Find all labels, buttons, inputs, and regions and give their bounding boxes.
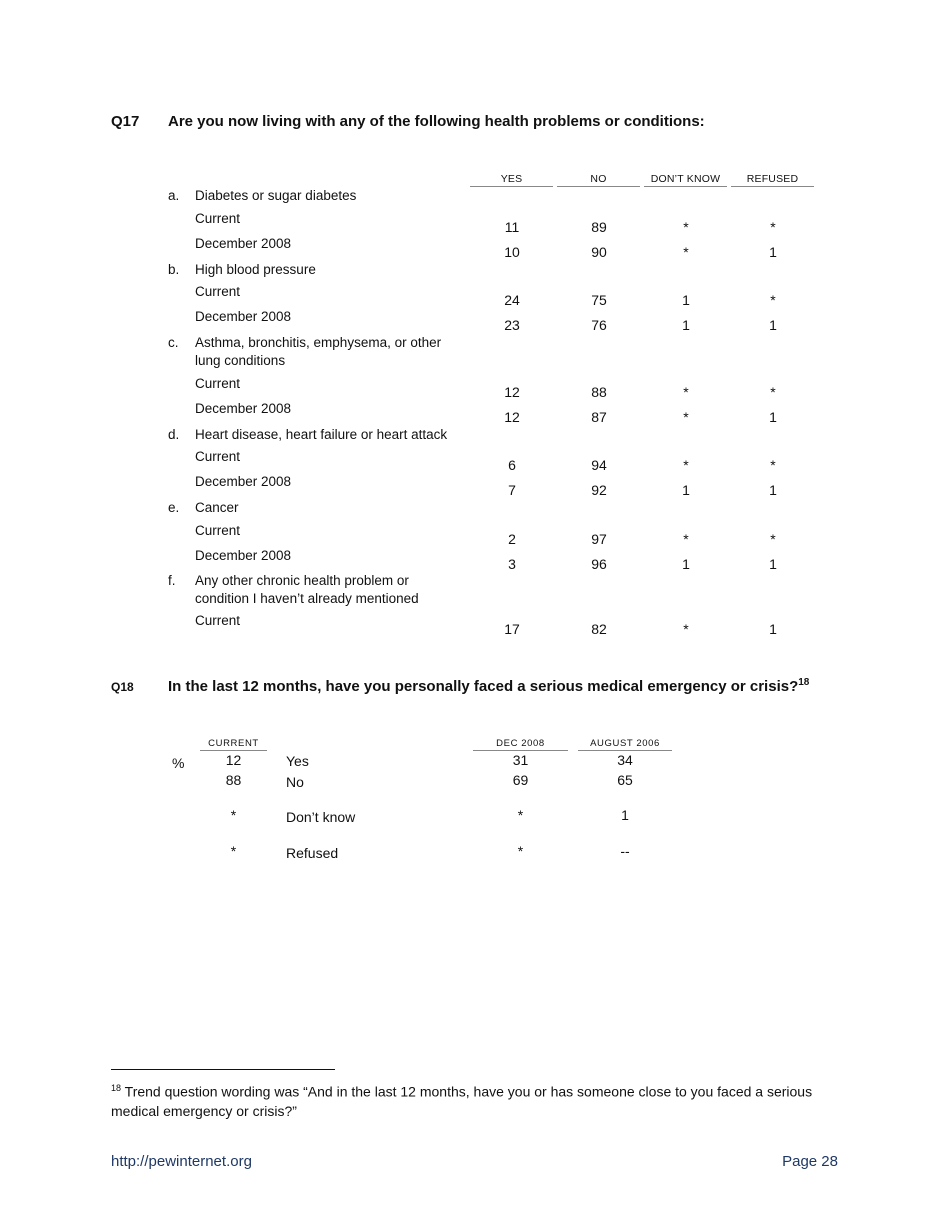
q18-cell-dec2008: 69 [512,772,529,788]
cell-yes: 12 [504,384,520,400]
item-text: Heart disease, heart failure or heart attack [195,427,448,442]
cell-refused: 1 [769,244,777,260]
footnote-divider [111,1069,335,1070]
q18-row-label: No [286,774,304,790]
item-text: Cancer [195,500,239,515]
row-label: Current [195,211,241,226]
q18-footnote-ref: 18 [798,677,810,688]
cell-yes: 17 [504,621,520,637]
q18-cell-current: 12 [225,752,242,768]
row-label: December 2008 [195,474,292,489]
cell-yes: 12 [504,409,520,425]
cell-yes: 23 [504,317,520,333]
cell-no: 76 [591,317,607,333]
col-header-no: NO [557,173,640,187]
item-letter: c. [168,335,179,350]
cell-refused: 1 [769,482,777,498]
cell-dont-know: * [683,531,689,547]
q18-cell-current: 88 [225,772,242,788]
col-header-refused: REFUSED [731,173,814,187]
q18-row-label: Yes [286,753,309,769]
col-header-yes: YES [470,173,553,187]
page-number: Page 28 [782,1153,838,1170]
footnote-number: 18 [111,1083,122,1093]
q18-cell-aug2006: 34 [617,752,633,768]
q18-cell-aug2006: 65 [617,772,633,788]
item-letter: b. [168,262,180,277]
item-letter: e. [168,500,180,515]
row-label: December 2008 [195,401,292,416]
cell-no: 87 [591,409,607,425]
q18-question: In the last 12 months, have you personally faced a serious medical emergency or crisis? [168,678,799,695]
footnote-text: Trend question wording was “And in the last 12 months, have you or has someone close to you faced a serious medical emergency or crisis?” [111,1083,813,1119]
q18-header-dec2008: DEC 2008 [473,738,568,751]
cell-yes: 2 [508,531,516,547]
row-label: Current [195,523,241,538]
cell-yes: 24 [504,292,520,308]
item-letter: a. [168,188,180,203]
item-text: Diabetes or sugar diabetes [195,188,357,203]
row-label: Current [195,284,241,299]
q18-cell-dec2008: 31 [512,752,529,768]
row-label: December 2008 [195,548,292,563]
q18-cell-current: * [230,843,237,859]
footnote [111,1079,841,1121]
item-text: Asthma, bronchitis, emphysema, or other lung conditions [195,335,442,368]
q17-number: Q17 [111,113,140,130]
cell-yes: 6 [508,457,516,473]
cell-dont-know: * [683,384,689,400]
q18-cell-aug2006: -- [620,843,630,859]
cell-dont-know: 1 [682,292,690,308]
q18-number: Q18 [111,680,134,694]
cell-no: 94 [591,457,607,473]
q18-header-aug2006: AUGUST 2006 [578,738,672,751]
cell-refused: 1 [769,621,777,637]
row-label: Current [195,376,241,391]
footer-url[interactable]: http://pewinternet.org [111,1153,252,1170]
row-label: Current [195,613,241,628]
cell-dont-know: 1 [682,556,690,572]
cell-no: 90 [591,244,607,260]
cell-refused: 1 [769,317,777,333]
cell-no: 89 [591,219,607,235]
item-text: Any other chronic health problem or condition I haven’t already mentioned [195,573,419,606]
row-label: Current [195,449,241,464]
cell-no: 96 [591,556,607,572]
cell-dont-know: * [683,409,689,425]
q18-cell-aug2006: 1 [621,807,629,823]
q18-header-current: CURRENT [200,738,267,751]
cell-dont-know: * [683,621,689,637]
item-text: High blood pressure [195,262,316,277]
q17-question: Are you now living with any of the following health problems or conditions: [168,113,705,130]
row-label: December 2008 [195,309,292,324]
cell-yes: 3 [508,556,516,572]
row-label: December 2008 [195,236,292,251]
cell-dont-know: * [683,219,689,235]
percent-sign: % [172,755,185,771]
cell-dont-know: 1 [682,482,690,498]
item-letter: d. [168,427,180,442]
cell-refused: * [770,384,776,400]
cell-refused: * [770,457,776,473]
cell-refused: * [770,219,776,235]
cell-dont-know: * [683,457,689,473]
cell-no: 82 [591,621,607,637]
cell-refused: 1 [769,556,777,572]
col-header-dont-know: DON’T KNOW [644,173,727,187]
q18-row-label: Refused [286,845,339,861]
cell-no: 88 [591,384,607,400]
item-letter: f. [168,573,176,588]
cell-yes: 7 [508,482,516,498]
q18-cell-dec2008: * [517,807,524,823]
q18-question-line [168,677,809,695]
cell-refused: * [770,292,776,308]
cell-no: 97 [591,531,607,547]
q18-row-label: Don’t know [286,809,356,825]
cell-dont-know: 1 [682,317,690,333]
q18-cell-dec2008: * [517,843,524,859]
cell-no: 92 [591,482,607,498]
cell-no: 75 [591,292,607,308]
cell-yes: 10 [504,244,520,260]
q18-cell-current: * [230,807,237,823]
cell-refused: * [770,531,776,547]
cell-yes: 11 [504,219,520,235]
cell-dont-know: * [683,244,689,260]
cell-refused: 1 [769,409,777,425]
